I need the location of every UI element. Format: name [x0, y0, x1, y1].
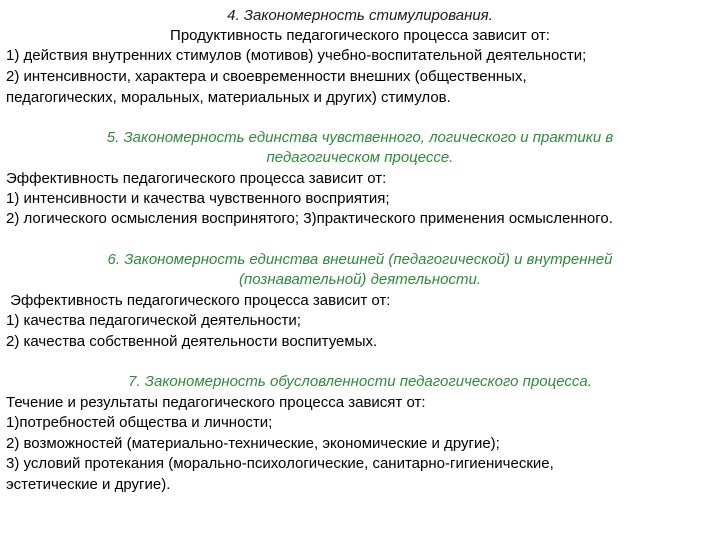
section-5-item-2: 2) логического осмысления воспринятого; 3)практического применения осмысленного.	[6, 210, 613, 227]
section-6-heading-line-1: 6. Закономерность единства внешней (педагогической) и внутренней	[107, 251, 613, 268]
section-4-item-2: 2) интенсивности, характера и своевременности внешних (общественных,	[6, 68, 527, 85]
section-7-intro: Течение и результаты педагогического процесса зависят от:	[6, 394, 426, 411]
section-4-item-2-cont: педагогических, моральных, материальных и других) стимулов.	[6, 89, 451, 106]
section-5-heading-line-2: педагогическом процессе.	[266, 149, 454, 166]
section-6-item-1: 1) качества педагогической деятельности;	[6, 312, 301, 329]
section-7-item-3-cont: эстетические и другие).	[6, 476, 171, 493]
section-7-item-2: 2) возможностей (материально-технические, экономические и другие);	[6, 435, 500, 452]
section-4-intro: Продуктивность педагогического процесса зависит от:	[170, 27, 550, 44]
section-4-item-1: 1) действия внутренних стимулов (мотивов) учебно-воспитательной деятельности;	[6, 47, 587, 64]
section-5-heading-line-1: 5. Закономерность единства чувственного, логического и практики в	[106, 129, 614, 146]
section-6-item-2: 2) качества собственной деятельности воспитуемых.	[6, 333, 378, 350]
section-5-item-1: 1) интенсивности и качества чувственного восприятия;	[6, 190, 390, 207]
section-5-intro: Эффективность педагогического процесса зависит от:	[6, 170, 387, 187]
section-6-heading-line-2: (познавательной) деятельности.	[238, 271, 482, 288]
section-6-intro: Эффективность педагогического процесса зависит от:	[6, 292, 391, 309]
section-7-item-3: 3) условий протекания (морально-психологические, санитарно-гигиенические,	[6, 455, 554, 472]
section-4-heading: 4. Закономерность стимулирования.	[227, 7, 493, 24]
section-7-item-1: 1)потребностей общества и личности;	[6, 414, 273, 431]
section-7-heading: 7. Закономерность обусловленности педагогического процесса.	[128, 373, 592, 390]
